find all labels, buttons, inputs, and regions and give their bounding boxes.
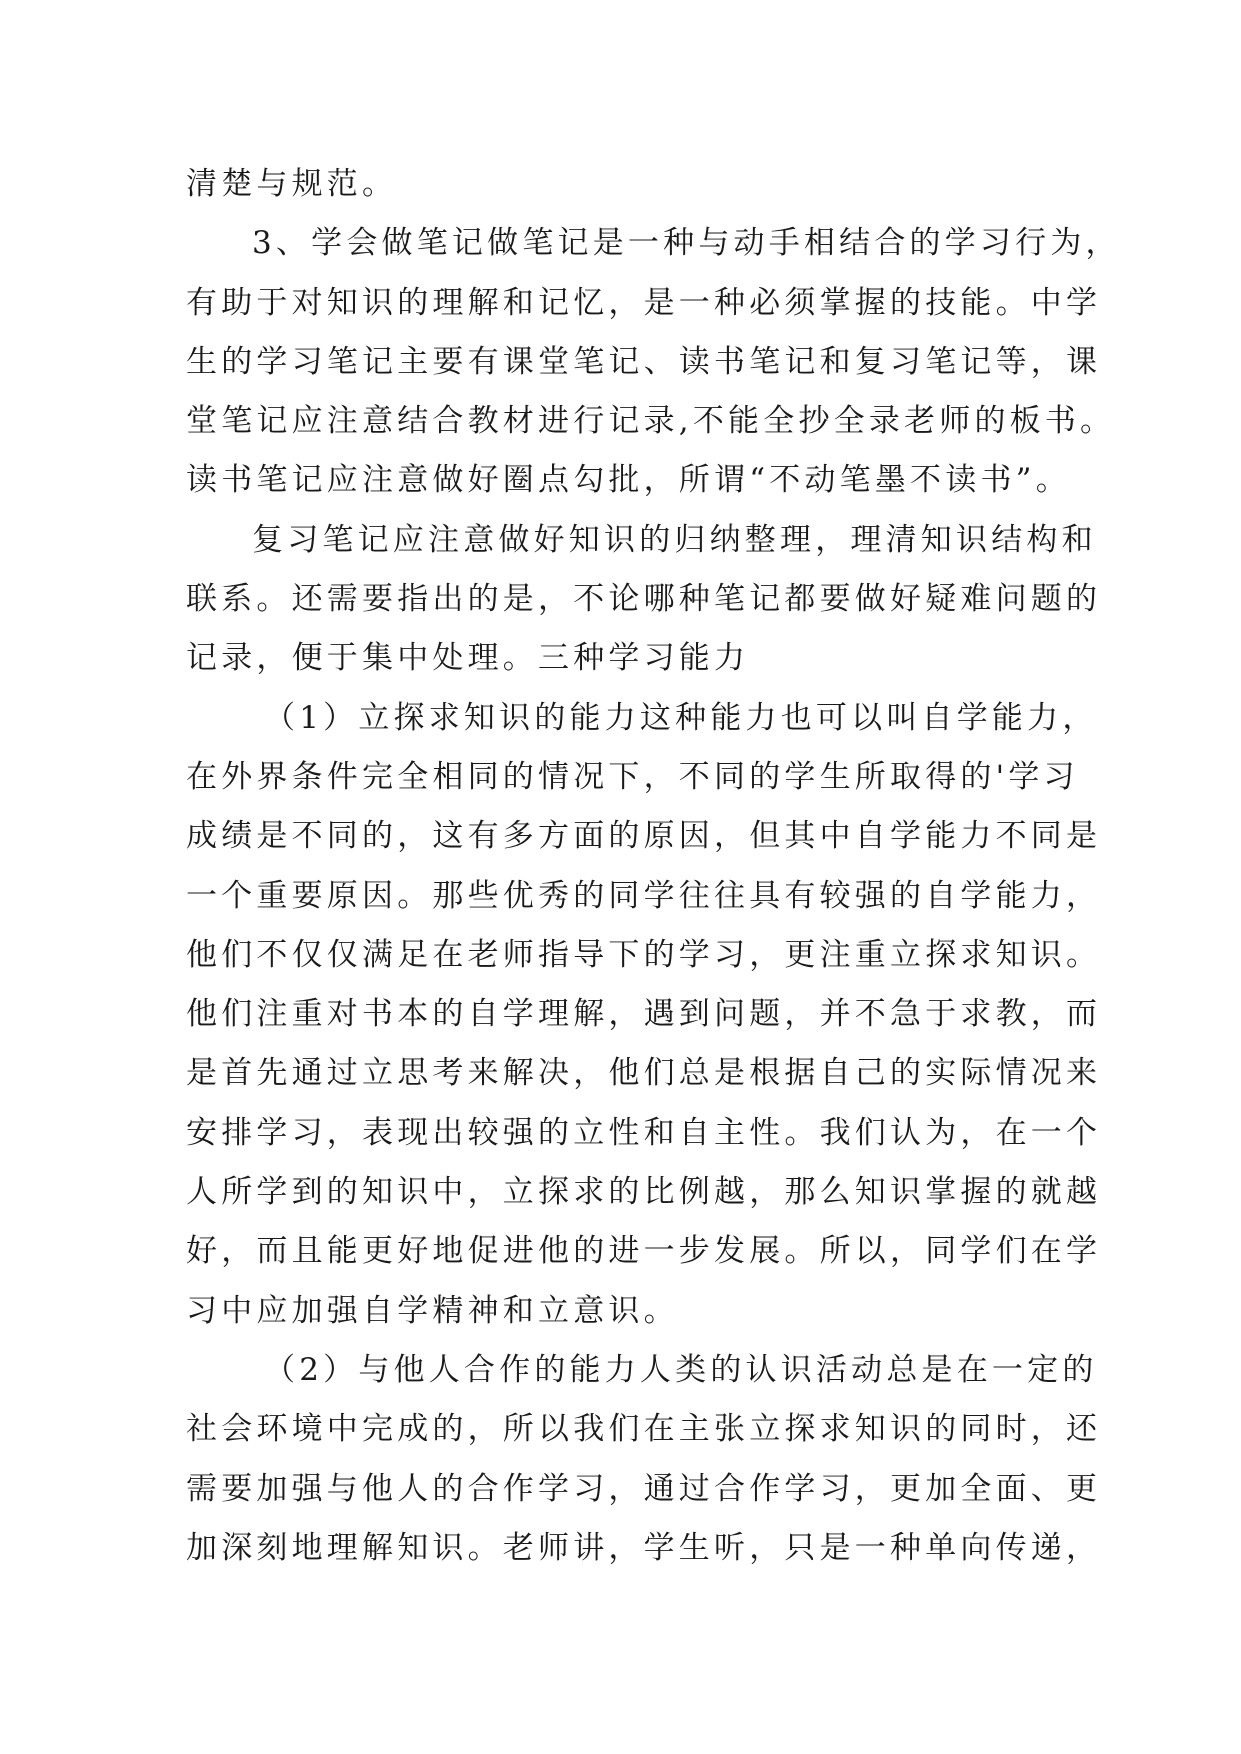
text-line: 安排学习，表现出较强的立性和自主性。我们认为，在一个 [186,1114,1102,1151]
text-line: 有助于对知识的理解和记忆，是一种必须掌握的技能。中学 [186,284,1102,321]
text-line: 在外界条件完全相同的情况下，不同的学生所取得的'学习 [186,758,1079,795]
text-line: 记录，便于集中处理。三种学习能力 [186,640,750,677]
text-line: 复习笔记应注意做好知识的归纳整理，理清知识结构和 [252,521,1097,558]
text-line: 3、学会做笔记做笔记是一种与动手相结合的学习行为， [252,225,1121,262]
text-line: 社会环境中完成的，所以我们在主张立探求知识的同时，还 [186,1411,1102,1448]
text-line: 习中应加强自学精神和立意识。 [186,1292,679,1329]
text-line: 清楚与规范。 [186,166,398,202]
text-line: 成绩是不同的，这有多方面的原因，但其中自学能力不同是 [186,818,1102,855]
text-line: 人所学到的知识中，立探求的比例越，那么知识掌握的就越 [186,1174,1102,1211]
text-line: 他们不仅仅满足在老师指导下的学习，更注重立探求知识。 [186,936,1102,973]
text-line: 他们注重对书本的自学理解，遇到问题，并不急于求教，而 [186,996,1102,1033]
document-body [186,155,1121,1578]
text-line: （2）与他人合作的能力人类的认识活动总是在一定的 [264,1351,1098,1388]
text-line: 加深刻地理解知识。老师讲，学生听，只是一种单向传递， [186,1529,1102,1566]
text-line: 一个重要原因。那些优秀的同学往往具有较强的自学能力， [186,877,1102,914]
text-line: 生的学习笔记主要有课堂笔记、读书笔记和复习笔记等，课 [186,343,1102,380]
text-line: 好，而且能更好地促进他的进一步发展。所以，同学们在学 [186,1233,1102,1270]
text-line: （1）立探求知识的能力这种能力也可以叫自学能力， [264,699,1098,736]
text-line: 联系。还需要指出的是，不论哪种笔记都要做好疑难问题的 [186,581,1102,618]
text-line: 堂笔记应注意结合教材进行记录,不能全抄全录老师的板书。 [186,403,1116,440]
text-line: 是首先通过立思考来解决，他们总是根据自己的实际情况来 [186,1055,1102,1092]
text-line: 需要加强与他人的合作学习，通过合作学习，更加全面、更 [186,1470,1102,1507]
text-line: 读书笔记应注意做好圈点勾批，所谓“不动笔墨不读书”。 [186,462,1071,499]
